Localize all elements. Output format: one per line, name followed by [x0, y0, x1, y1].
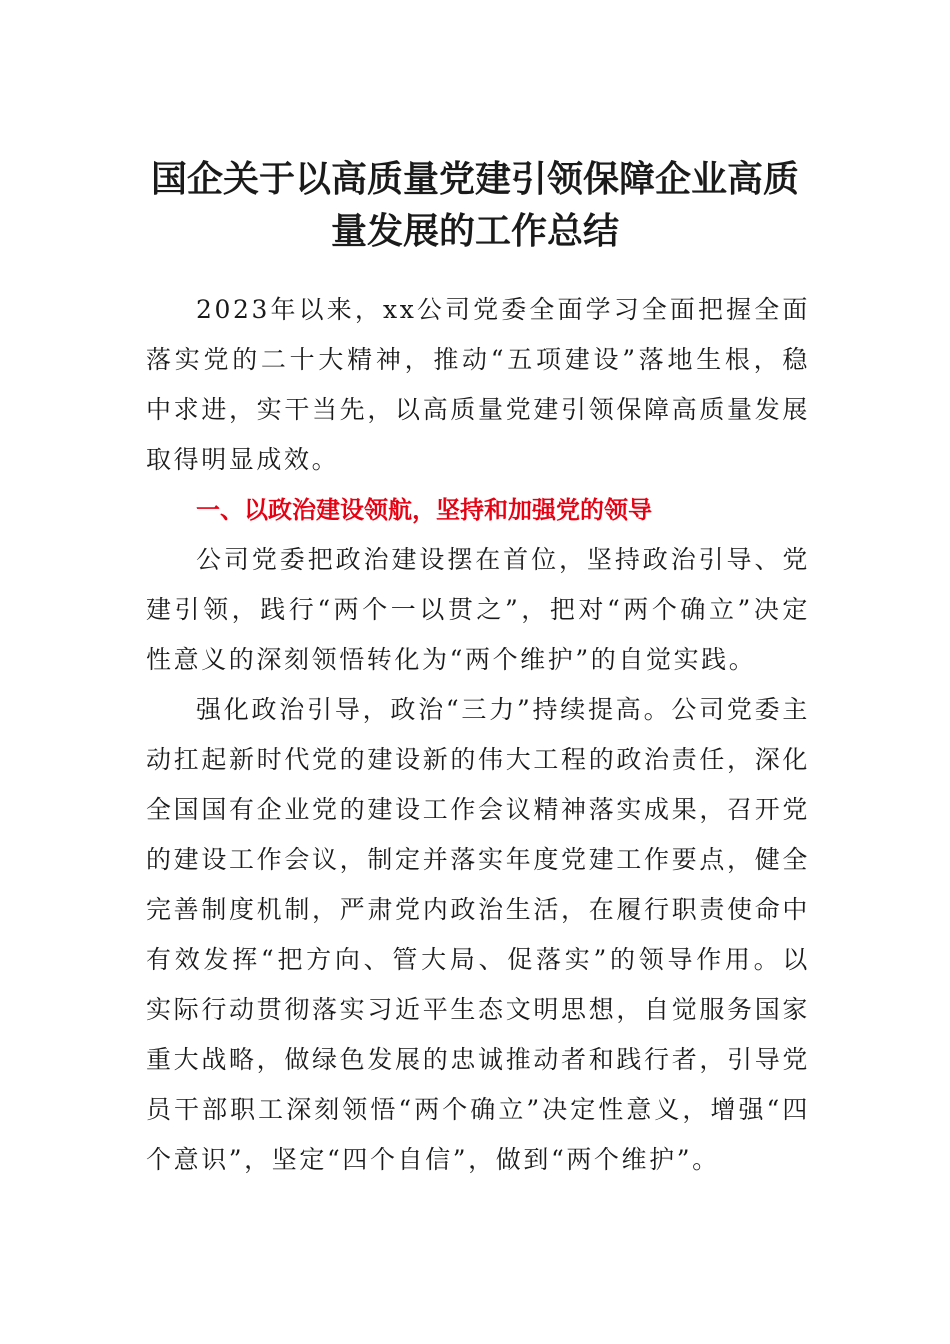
section-1-paragraph-2: 强化政治引导，政治“三力”持续提高。公司党委主动扛起新时代党的建设新的伟大工程的政治责任，深化全国国有企业党的建设工作会议精神落实成果，召开党的建设工作会议，制定并落实年度党建工作要点，健全完善制度机制，严肃党内政治生活，在履行职责使命中有效发挥“把方向、管大局、促落实”的领导作用。以实际行动贯彻落实习近平生态文明思想，自觉服务国家重大战略，做绿色发展的忠诚推动者和践行者，引导党员干部职工深刻领悟“两个确立”决定性意义，增强“四个意识”，坚定“四个自信”，做到“两个维护”。 [146, 695, 810, 1174]
section-1-paragraph-1: 公司党委把政治建设摆在首位，坚持政治引导、党建引领，践行“两个一以贯之”，把对“两个确立”决定性意义的深刻领悟转化为“两个维护”的自觉实践。 [146, 545, 810, 674]
document-title-line-1: 国企关于以高质量党建引领保障企业高质 [150, 158, 799, 200]
intro-paragraph: 2023年以来，xx公司党委全面学习全面把握全面落实党的二十大精神，推动“五项建设”落地生根，稳中求进，实干当先，以高质量党建引领保障高质量发展取得明显成效。 [146, 295, 810, 474]
section-heading-1: 一、以政治建设领航，坚持和加强党的领导 [196, 496, 652, 524]
document-title-line-2: 量发展的工作总结 [330, 210, 619, 252]
